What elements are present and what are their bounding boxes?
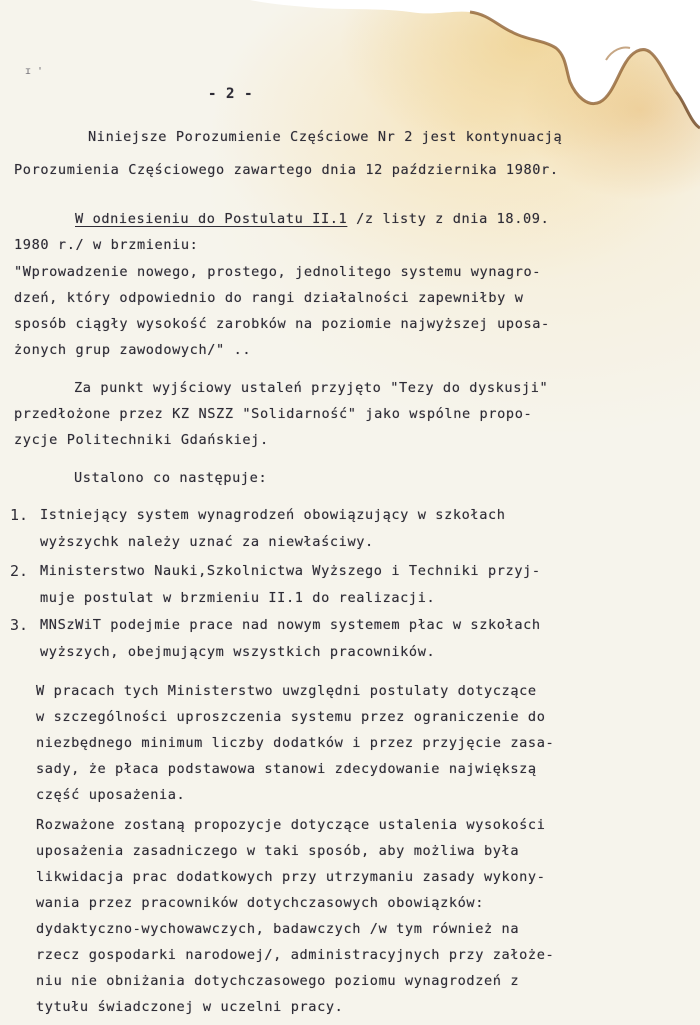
item-number-3: 3. (10, 616, 29, 634)
item-3-line-2: wyższych, obejmującym wszystkich pracowników. (40, 644, 436, 660)
para2-line-2: uposażenia zasadniczego w taki sposób, aby możliwa była (36, 843, 520, 859)
para1-line-1: W pracach tych Ministerstwo uwzględni postulaty dotyczące (36, 683, 537, 699)
para2-line-4: wania przez pracowników dotychczasowych obowiązków: (36, 895, 484, 911)
para1-line-3: niezbędnego minimum liczby dodatków i przez przyjęcie zasa- (36, 735, 555, 751)
stray-mark: ɪ ' (25, 66, 44, 77)
intro-line-1: Niniejsze Porozumienie Częściowe Nr 2 jest kontynuacją (88, 129, 563, 145)
burn-damage (0, 0, 700, 140)
postulat-line-1 (75, 210, 549, 228)
quote-line-1: "Wprowadzenie nowego, prostego, jednolitego systemu wynagro- (14, 264, 542, 280)
agreed-heading: Ustalono co następuje: (74, 470, 268, 486)
para2-line-7: niu nie obniżania dotychczasowego poziomu wynagrodzeń z (36, 973, 520, 989)
para2-line-3: likwidacja prac dodatkowych przy utrzymaniu zasady wykony- (36, 869, 546, 885)
para2-line-1: Rozważone zostaną propozycje dotyczące ustalenia wysokości (36, 817, 546, 833)
basis-line-3: zycje Politechniki Gdańskiej. (14, 432, 269, 448)
intro-line-2: Porozumienia Częściowego zawartego dnia 12 października 1980r. (14, 162, 559, 178)
item-number-1: 1. (10, 506, 29, 524)
postulat-date: /z listy z dnia 18.09. (347, 211, 550, 227)
basis-line-1: Za punkt wyjściowy ustaleń przyjęto "Tezy do dyskusji" (74, 380, 549, 396)
item-1-line-1: Istniejący system wynagrodzeń obowiązujący w szkołach (40, 507, 506, 523)
basis-line-2: przedłożone przez KZ NSZZ "Solidarność" jako wspólne propo- (14, 406, 533, 422)
para2-line-8: tytułu świadczonej w uczelni pracy. (36, 999, 344, 1015)
item-3-line-1: MNSzWiT podejmie prace nad nowym systemem płac w szkołach (40, 617, 541, 633)
postulat-heading: W odniesieniu do Postulatu II.1 (75, 211, 348, 227)
page-number: - 2 - (208, 86, 254, 102)
quote-line-3: sposób ciągły wysokość zarobków na poziomie najwyższej uposa- (14, 316, 550, 332)
quote-line-2: dzeń, który odpowiednio do rangi działalności zapewniłby w (14, 290, 524, 306)
item-number-2: 2. (10, 562, 29, 580)
para1-line-4: sady, że płaca podstawowa stanowi zdecydowanie największą (36, 761, 537, 777)
para2-line-6: rzecz gospodarki narodowej/, administracyjnych przy założe- (36, 947, 555, 963)
para1-line-5: część uposażenia. (36, 787, 186, 803)
para2-line-5: dydaktyczno-wychowawczych, badawczych /w tym również na (36, 921, 520, 937)
para1-line-2: w szczególności uproszczenia systemu przez ograniczenie do (36, 709, 546, 725)
quote-line-4: żonych grup zawodowych/" .. (14, 342, 252, 358)
item-2-line-1: Ministerstwo Nauki,Szkolnictwa Wyższego i Techniki przyj- (40, 563, 541, 579)
item-1-line-2: wyższychk należy uznać za niewłaściwy. (40, 534, 374, 550)
item-2-line-2: muje postulat w brzmieniu II.1 do realizacji. (40, 590, 436, 606)
postulat-line-2: 1980 r./ w brzmieniu: (14, 237, 199, 253)
